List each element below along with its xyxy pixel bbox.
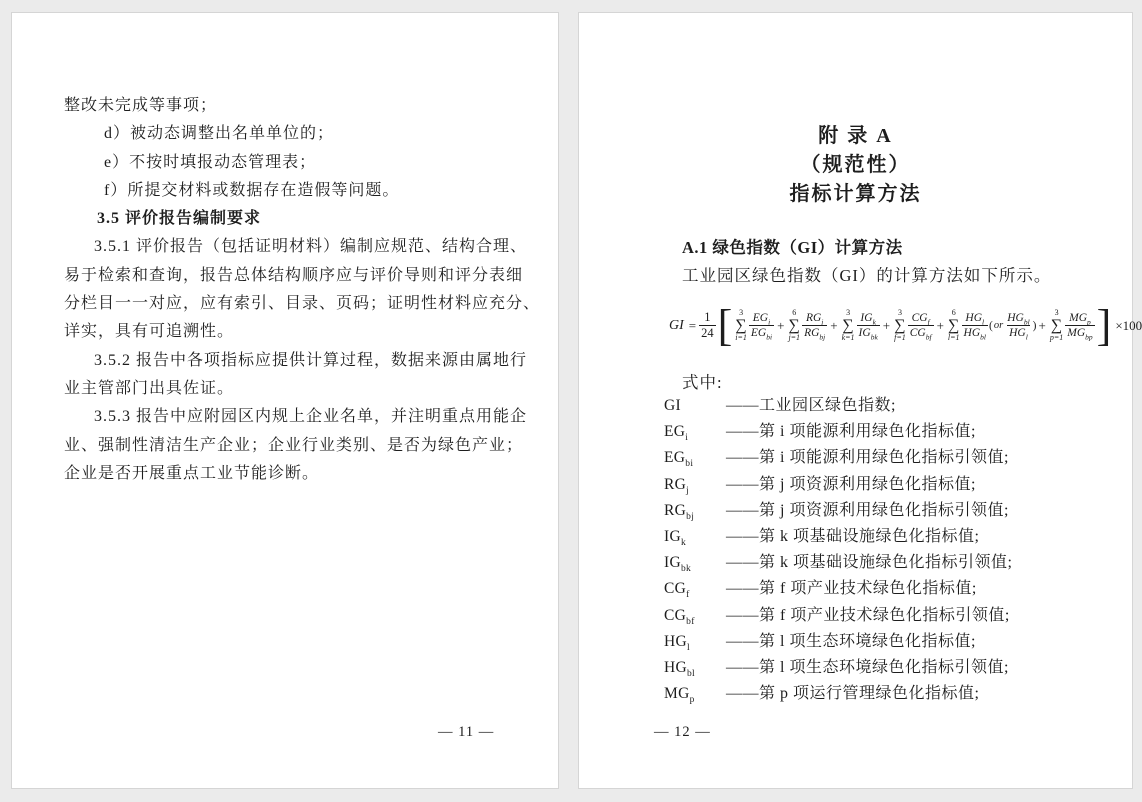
def-description: ——第 i 项能源利用绿色化指标引领值; — [726, 449, 1009, 467]
fraction-denominator — [857, 325, 880, 340]
multiplier: ×100 — [1115, 317, 1142, 333]
def-description: ——第 l 项生态环境绿色化指标引领值; — [726, 658, 1009, 676]
page-11-body — [64, 92, 550, 488]
def-symbol — [664, 655, 726, 681]
def-symbol — [664, 524, 726, 550]
fraction-denominator — [962, 325, 988, 340]
math-symbol: $RG_{bj}$ — [664, 501, 695, 522]
math-symbol: $IG_k$ — [664, 527, 687, 549]
page-number-12: — 12 — — [654, 724, 711, 740]
fraction-denominator — [802, 325, 827, 340]
def-row — [664, 419, 1114, 445]
def-symbol — [664, 393, 726, 419]
fraction-denominator — [1007, 325, 1030, 340]
fraction-numerator — [910, 311, 932, 325]
math-symbol: $EG_i$ — [664, 423, 689, 444]
sum-lower-limit: p=1 — [1049, 332, 1064, 342]
summation — [842, 309, 855, 343]
text-line: 3.5.3 报告中应附园区内规上企业名单，并注明重点用能企 — [94, 408, 528, 426]
fraction — [1065, 311, 1094, 341]
fraction-numerator — [751, 311, 772, 325]
text-line: 企业是否开展重点工业节能诊断。 — [64, 464, 320, 482]
math-symbol: $IG_k$ — [860, 312, 876, 327]
sigma-icon: ∑ — [1050, 316, 1063, 334]
math-symbol: $HG_l$ — [664, 632, 690, 653]
def-symbol — [664, 681, 726, 707]
def-symbol — [664, 576, 726, 602]
fraction-numerator — [1005, 311, 1031, 325]
text-line: 详实，具有可追溯性。 — [64, 323, 235, 341]
math-symbol: $HG_{bl}$ — [1007, 312, 1030, 327]
appendix-title-line1: 附 录 A — [818, 125, 893, 147]
fraction-denominator — [1065, 325, 1094, 340]
fraction-denominator — [749, 325, 774, 340]
equals-sign: = — [688, 317, 697, 333]
page-number-11: — 11 — — [438, 724, 495, 740]
def-description: ——第 j 项资源利用绿色化指标引领值; — [726, 501, 1009, 519]
sum-upper-limit: 3 — [897, 308, 902, 318]
math-symbol: $MG_p$ — [1069, 312, 1091, 327]
def-row — [664, 393, 1114, 419]
sum-lower-limit: f=1 — [894, 332, 906, 342]
summation — [735, 309, 747, 343]
text-line: 易于检索和查询，报告总体结构顺序应与评价导则和评分表细 — [64, 266, 524, 284]
text-line: e）不按时填报动态管理表； — [104, 153, 317, 171]
math-symbol: $MG_p$ — [664, 685, 695, 706]
appendix-title-line2: （规范性） — [800, 154, 911, 176]
math-symbol: $CG_f$ — [664, 580, 690, 601]
def-description: ——第 l 项生态环境绿色化指标值; — [726, 632, 976, 650]
def-symbol — [664, 498, 726, 524]
def-row — [664, 498, 1114, 524]
definitions-list — [664, 393, 1114, 707]
text-line: 3.5 评价报告编制要求 — [97, 210, 262, 228]
fraction-numerator — [963, 311, 986, 325]
math-symbol: $HG_{bl}$ — [963, 327, 987, 342]
sum-upper-limit: 6 — [951, 308, 956, 318]
def-row — [664, 655, 1114, 681]
math-symbol: GI — [664, 397, 681, 414]
def-symbol — [664, 550, 726, 576]
fraction-numerator — [1067, 311, 1093, 325]
def-row — [664, 524, 1114, 550]
def-description: ——第 f 项产业技术绿色化指标引领值; — [726, 606, 1010, 624]
fraction — [1005, 311, 1031, 341]
def-symbol — [664, 603, 726, 629]
math-symbol: $CG_{bf}$ — [909, 327, 932, 342]
def-description: ——第 p 项运行管理绿色化指标值; — [726, 685, 980, 703]
def-row — [664, 550, 1114, 576]
gi-formula — [669, 301, 1142, 350]
def-row — [664, 629, 1114, 655]
section-heading-a1: A.1 绿色指数（GI）计算方法 — [682, 238, 903, 257]
math-symbol: $HG_l$ — [1009, 327, 1028, 342]
math-symbol: $CG_f$ — [911, 312, 930, 327]
math-symbol: $EG_i$ — [752, 312, 771, 327]
text-line: d）被动态调整出名单单位的； — [104, 125, 335, 143]
fraction — [699, 310, 716, 342]
right-bracket: ] — [1096, 301, 1112, 350]
fraction — [857, 311, 880, 341]
text-line: 整改未完成等事项； — [64, 97, 218, 114]
close-paren: ) — [1032, 319, 1037, 332]
sum-upper-limit: 3 — [1054, 308, 1059, 318]
def-row — [664, 576, 1114, 602]
plus-sign: + — [830, 317, 838, 333]
intro-paragraph: 工业园区绿色指数（GI）的计算方法如下所示。 — [682, 266, 1052, 285]
sigma-icon: ∑ — [948, 316, 960, 334]
fraction — [749, 311, 774, 341]
sum-lower-limit: i=1 — [735, 332, 747, 342]
summation — [1050, 309, 1063, 343]
def-description: ——工业园区绿色指数; — [726, 397, 896, 414]
math-symbol: $CG_{bf}$ — [664, 606, 695, 627]
math-symbol: $EG_{bi}$ — [664, 449, 694, 470]
def-symbol — [664, 445, 726, 471]
sum-upper-limit: 3 — [739, 308, 744, 318]
page-12 — [578, 12, 1142, 789]
formula-lhs: GI — [669, 317, 684, 333]
def-description: ——第 i 项能源利用绿色化指标值; — [726, 423, 976, 441]
left-bracket: [ — [717, 301, 733, 350]
def-row — [664, 681, 1114, 707]
math-symbol: $MG_{bp}$ — [1067, 327, 1093, 342]
math-symbol: $RG_{bj}$ — [804, 327, 826, 342]
def-row — [664, 472, 1114, 498]
def-symbol — [664, 629, 726, 655]
math-symbol: $IG_{bk}$ — [664, 554, 692, 575]
plus-sign: + — [1038, 317, 1046, 333]
fraction-denominator — [699, 325, 716, 342]
fraction — [962, 311, 988, 341]
math-symbol: $IG_{bk}$ — [858, 327, 878, 342]
math-symbol: 1 — [704, 309, 711, 324]
def-description: ——第 j 项资源利用绿色化指标值; — [726, 475, 976, 493]
def-description: ——第 k 项基础设施绿色化指标引领值; — [726, 554, 1013, 572]
open-paren: ( — [989, 319, 993, 332]
text-line: 3.5.2 报告中各项指标应提供计算过程，数据来源由属地行 — [94, 351, 528, 369]
sigma-icon: ∑ — [894, 316, 906, 334]
sigma-icon: ∑ — [842, 316, 854, 334]
text-line: 分栏目一一对应，应有索引、目录、页码；证明性材料应充分、 — [64, 295, 541, 313]
text-line: f）所提交材料或数据存在造假等问题。 — [104, 181, 400, 199]
or-word: or — [993, 320, 1004, 332]
fraction-numerator — [702, 310, 712, 326]
def-description: ——第 f 项产业技术绿色化指标值; — [726, 580, 977, 598]
fraction — [802, 311, 827, 341]
plus-sign: + — [777, 317, 785, 333]
page-11 — [11, 12, 559, 789]
sum-lower-limit: j=1 — [788, 332, 801, 342]
summation — [788, 309, 800, 343]
math-symbol: $HG_l$ — [965, 312, 985, 327]
fraction-numerator — [858, 311, 877, 325]
appendix-title-line3: 指标计算方法 — [789, 183, 922, 205]
summation — [948, 309, 960, 343]
math-symbol: $HG_{bl}$ — [664, 658, 695, 679]
def-row — [664, 603, 1114, 629]
fraction-numerator — [804, 311, 825, 325]
def-description: ——第 k 项基础设施绿色化指标值; — [726, 527, 980, 545]
text-line: 3.5.1 评价报告（包括证明材料）编制应规范、结构合理、 — [94, 238, 528, 256]
def-symbol — [664, 419, 726, 445]
plus-sign: + — [882, 317, 891, 333]
math-symbol: $EG_{bi}$ — [750, 327, 773, 342]
text-line: 业主管部门出具佐证。 — [64, 379, 235, 397]
sum-upper-limit: 3 — [846, 308, 851, 318]
sigma-icon: ∑ — [788, 316, 800, 334]
plus-sign: + — [936, 317, 944, 333]
math-symbol: $RG_j$ — [805, 312, 824, 327]
summation — [894, 309, 906, 343]
math-symbol: 24 — [701, 326, 714, 341]
where-label: 式中: — [682, 373, 723, 392]
sigma-icon: ∑ — [735, 316, 747, 334]
sum-lower-limit: l=1 — [947, 332, 960, 342]
text-line: 业、强制性清洁生产企业；企业行业类别、是否为绿色产业； — [64, 436, 524, 454]
sum-upper-limit: 6 — [792, 308, 797, 318]
fraction — [908, 311, 934, 341]
appendix-title — [579, 122, 1132, 209]
sum-lower-limit: k=1 — [841, 332, 855, 342]
math-symbol: $RG_j$ — [664, 475, 690, 496]
def-symbol — [664, 472, 726, 498]
fraction-denominator — [908, 325, 934, 340]
def-row — [664, 445, 1114, 471]
